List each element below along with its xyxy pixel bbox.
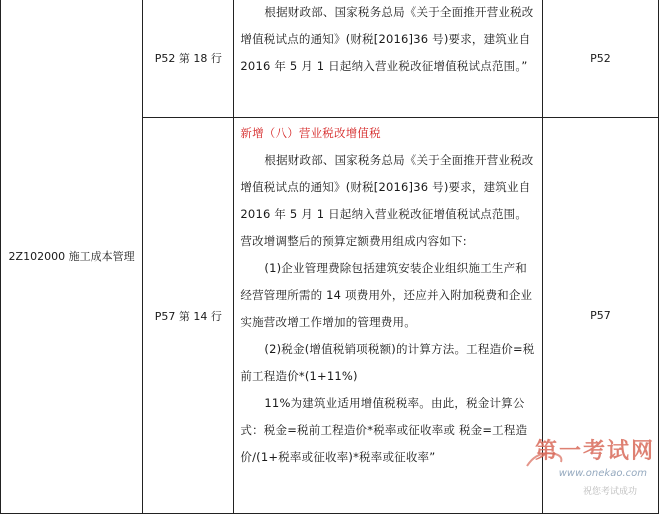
watermark-brand: 第一考试网 — [534, 439, 655, 464]
section-heading: 新增（八）营业税改增值税 — [240, 126, 381, 140]
paragraph: (1)企业管理费除包括建筑安装企业组织施工生产和经营管理所需的 14 项费用外，还应并入附加税费和企业实施营改增工作增加的管理费用。 — [240, 261, 533, 329]
content-cell — [234, 0, 543, 118]
paragraph: 根据财政部、国家税务总局《关于全面推开营业税改增值税试点的通知》(财税[2016]36 号)要求，建筑业自 2016 年 5 月 1 日起纳入营业税改征增值税试点范围。” — [240, 5, 534, 73]
paragraph: (2)税金(增值税销项税额)的计算方法。工程造价=税前工程造价*(1+11%) — [240, 342, 535, 383]
table-row — [1, 0, 659, 118]
watermark-slogan: 祝您考试成功 — [582, 487, 637, 497]
paragraph: 11%为建筑业适用增值税税率。由此，税金计算公式：税金=税前工程造价*税率或征收率或 税金=工程造价/(1+税率或征收率)*税率或征收率” — [240, 396, 528, 464]
section-label: 2Z102000 施工成本管理 — [8, 250, 135, 263]
section-cell — [1, 0, 143, 514]
location-text: P52 第 18 行 — [154, 52, 222, 65]
page-cell — [542, 0, 658, 118]
location-cell — [143, 118, 234, 514]
paragraph: 根据财政部、国家税务总局《关于全面推开营业税改增值税试点的通知》(财税[2016]36 号)要求，建筑业自 2016 年 5 月 1 日起纳入营业税改征增值税试点范围。营改增调整后的预算定额费用组成内容如下: — [240, 153, 534, 248]
content-cell — [234, 118, 543, 514]
page-ref: P52 — [590, 51, 611, 65]
location-text: P57 第 14 行 — [154, 309, 222, 323]
page-ref: P57 — [590, 309, 611, 322]
page-cell — [542, 118, 658, 514]
location-cell — [143, 0, 234, 118]
watermark-url: www.onekao.com — [558, 468, 647, 479]
